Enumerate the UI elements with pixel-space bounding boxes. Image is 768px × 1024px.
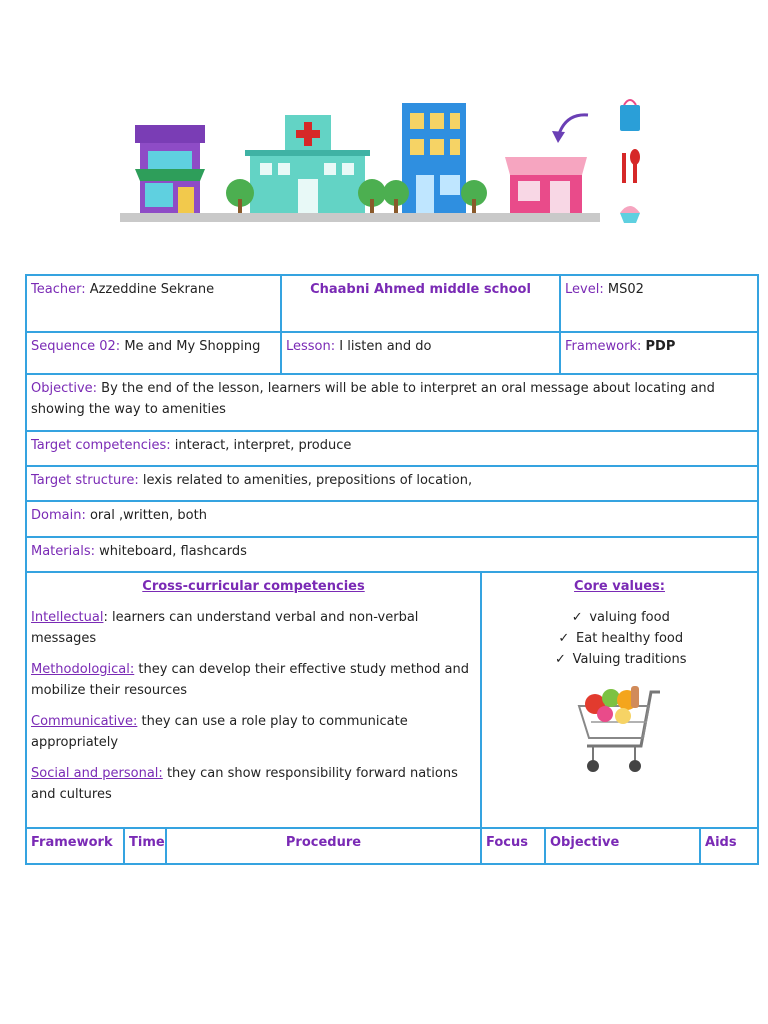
intellectual-text: learners can understand verbal and non-verbal messages — [31, 610, 419, 646]
core-value-item — [486, 607, 753, 628]
col-aids-label: Aids — [705, 835, 737, 850]
lesson-value: I listen and do — [339, 339, 432, 354]
col-focus-label: Focus — [486, 835, 528, 850]
building-icon — [383, 103, 487, 213]
col-objective-label: Objective — [550, 835, 620, 850]
col-procedure-label: Procedure — [285, 835, 362, 850]
social-personal-item — [31, 763, 476, 805]
competencies-text: interact, interpret, produce — [174, 438, 352, 453]
cross-curricular-cell — [26, 572, 481, 828]
core-values-title: Core values: — [574, 579, 665, 594]
methodological-label: Methodological: — [31, 662, 135, 677]
objective-label: Objective: — [31, 381, 98, 396]
core-value-text: Valuing traditions — [572, 652, 687, 667]
level-cell — [560, 275, 758, 332]
store-icon — [505, 115, 588, 213]
shop-icon — [135, 125, 205, 213]
materials-row — [26, 537, 758, 572]
teacher-cell — [26, 275, 281, 332]
objective-row — [26, 374, 758, 431]
col-framework — [26, 828, 124, 864]
communicative-text: they can use a role play to communicate appropriately — [31, 714, 408, 750]
structure-cell — [26, 466, 758, 501]
structure-row — [26, 466, 758, 501]
cross-curricular-title: Cross-curricular competencies — [142, 579, 365, 594]
school-name: Chaabni Ahmed middle school — [310, 282, 531, 297]
domain-label: Domain: — [31, 508, 86, 523]
col-time — [124, 828, 166, 864]
shopping-cart-icon — [565, 684, 675, 779]
col-objective — [545, 828, 700, 864]
checkmark-icon: ✓ — [558, 631, 570, 646]
intellectual-label: Intellectual — [31, 610, 104, 625]
materials-text: whiteboard, flashcards — [99, 544, 247, 559]
shopping-bag-icon — [620, 100, 640, 131]
core-values-list — [486, 607, 753, 670]
col-time-label: Time — [129, 835, 165, 850]
domain-row — [26, 501, 758, 537]
competencies-cell — [26, 431, 758, 466]
domain-cell — [26, 501, 758, 537]
hospital-icon — [226, 115, 386, 213]
col-aids — [700, 828, 758, 864]
core-value-item — [486, 649, 753, 670]
lesson-label: Lesson: — [286, 339, 336, 354]
competencies-values-row — [26, 572, 758, 828]
objective-text: By the end of the lesson, learners will be able to interpret an oral message about locating and showing the way to amenities — [31, 381, 715, 417]
lesson-cell — [281, 332, 560, 374]
competencies-row — [26, 431, 758, 466]
communicative-label: Communicative: — [31, 714, 138, 729]
materials-label: Materials: — [31, 544, 95, 559]
col-framework-label: Framework — [31, 835, 113, 850]
objective-cell — [26, 374, 758, 431]
sequence-row — [26, 332, 758, 374]
procedure-header-row — [26, 828, 758, 864]
structure-text: lexis related to amenities, prepositions of location, — [142, 473, 473, 488]
teacher-label: Teacher: — [31, 282, 86, 297]
col-focus — [481, 828, 545, 864]
structure-label: Target structure: — [31, 473, 139, 488]
methodological-text: they can develop their effective study method and mobilize their resources — [31, 662, 469, 698]
methodological-item — [31, 659, 476, 701]
cupcake-icon — [620, 206, 640, 223]
teacher-name: Azzeddine Sekrane — [89, 282, 215, 297]
header-row — [26, 275, 758, 332]
level-value: MS02 — [607, 282, 644, 297]
utensils-icon — [622, 149, 640, 183]
sequence-cell — [26, 332, 281, 374]
framework-cell — [560, 332, 758, 374]
intellectual-sep: : — [103, 610, 108, 625]
social-personal-text: they can show responsibility forward nations and cultures — [31, 766, 458, 802]
domain-text: oral ,written, both — [89, 508, 207, 523]
sequence-label: Sequence 02: — [31, 339, 121, 354]
core-value-text: Eat healthy food — [576, 631, 684, 646]
materials-cell — [26, 537, 758, 572]
level-label: Level: — [565, 282, 604, 297]
lesson-plan-table — [25, 274, 759, 865]
communicative-item — [31, 711, 476, 753]
sequence-value: Me and My Shopping — [124, 339, 261, 354]
competencies-label: Target competencies: — [31, 438, 171, 453]
social-personal-label: Social and personal: — [31, 766, 163, 781]
school-cell — [281, 275, 560, 332]
checkmark-icon: ✓ — [571, 610, 583, 625]
core-values-cell — [481, 572, 758, 828]
core-value-text: valuing food — [589, 610, 670, 625]
col-procedure — [166, 828, 481, 864]
framework-label: Framework: — [565, 339, 642, 354]
intellectual-item — [31, 607, 476, 649]
core-value-item — [486, 628, 753, 649]
amenities-banner — [110, 95, 650, 235]
checkmark-icon: ✓ — [555, 652, 566, 667]
framework-value: PDP — [645, 339, 676, 354]
